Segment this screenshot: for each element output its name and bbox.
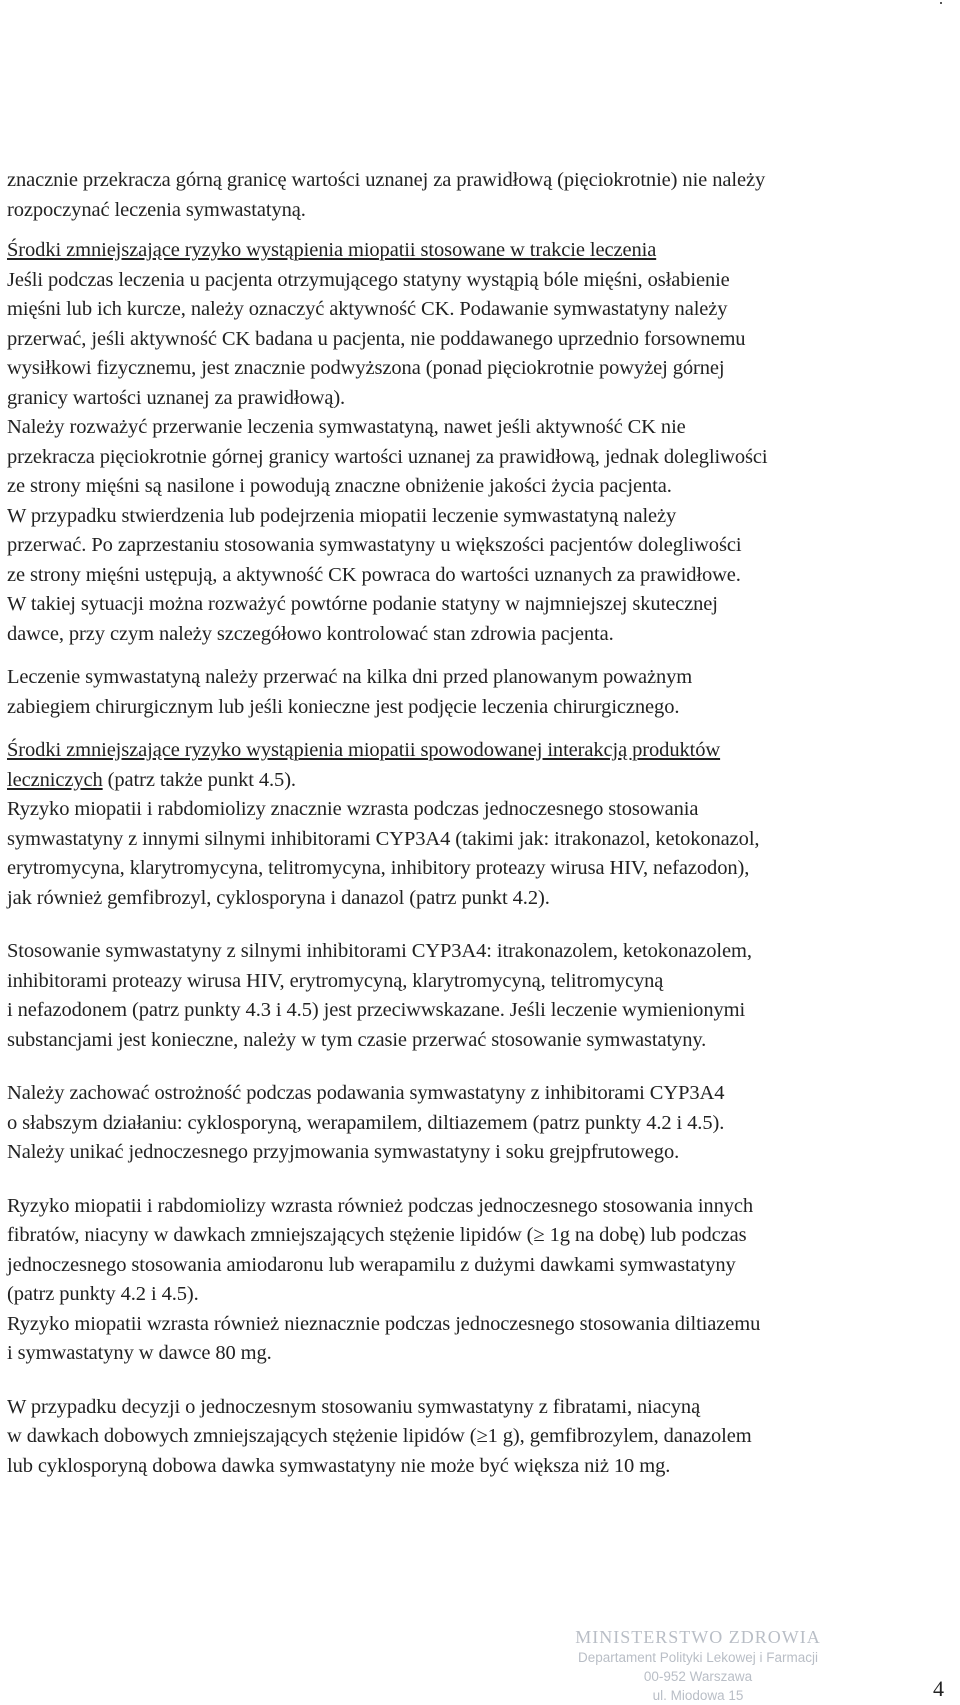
- text-line: W przypadku stwierdzenia lub podejrzenia miopatii leczenie symwastatyną należy: [7, 504, 677, 527]
- text-line: jak również gemfibrozyl, cyklosporyna i danazol (patrz punkt 4.2).: [7, 886, 550, 909]
- text-line: o słabszym działaniu: cyklosporyną, werapamilem, diltiazemem (patrz punkty 4.2 i 4.5).: [7, 1111, 725, 1134]
- text-line: przerwać. Po zaprzestaniu stosowania symwastatyny u większości pacjentów dolegliwości: [7, 534, 742, 556]
- text-line: lub cyklosporyną dobowa dawka symwastatyny nie może być większa niż 10 mg.: [7, 1454, 671, 1477]
- text-line: dawce, przy czym należy szczegółowo kontrolować stan zdrowia pacjenta.: [7, 622, 614, 645]
- text-line: W takiej sytuacji można rozważyć powtórne podanie statyny w najmniejszej skutecznej: [7, 593, 718, 615]
- text-line: erytromycyna, klarytromycyna, telitromycyna, inhibitory proteazy wirusa HIV, nefazodon),: [7, 857, 750, 879]
- text-line: zabiegiem chirurgicznym lub jeśli konieczne jest podjęcie leczenia chirurgicznego.: [7, 695, 680, 718]
- text-line: Należy zachować ostrożność podczas podawania symwastatyny z inhibitorami CYP3A4: [7, 1082, 725, 1104]
- ministry-stamp: [548, 1626, 848, 1705]
- text-line: i nefazodonem (patrz punkty 4.3 i 4.5) jest przeciwwskazane. Jeśli leczenie wymienionymi: [7, 999, 746, 1021]
- text-line: i symwastatyny w dawce 80 mg.: [7, 1342, 272, 1364]
- text-line: fibratów, niacyny w dawkach zmniejszających stężenie lipidów (≥ 1g na dobę) lub podczas: [7, 1224, 747, 1246]
- stamp-street: ul. Miodowa 15: [652, 1688, 744, 1703]
- document-body: [7, 166, 955, 1481]
- text-line: rozpoczynać leczenia symwastatyną.: [7, 198, 306, 221]
- text-line: symwastatyny z innymi silnymi inhibitorami CYP3A4 (takimi jak: itrakonazol, ketokonazol,: [7, 827, 760, 850]
- text-line: Ryzyko miopatii i rabdomiolizy znacznie wzrasta podczas jednoczesnego stosowania: [7, 798, 699, 820]
- text-line: Należy rozważyć przerwanie leczenia symwastatyną, nawet jeśli aktywność CK nie: [7, 416, 686, 438]
- text-line: wysiłkowi fizycznemu, jest znacznie podwyższona (ponad pięciokrotnie powyżej górnej: [7, 357, 725, 379]
- section-heading-interactions: Środki zmniejszające ryzyko wystąpienia miopatii spowodowanej interakcją produktów: [7, 739, 721, 761]
- text-line: przerwać, jeśli aktywność CK badana u pacjenta, nie poddawanego uprzednio forsownemu: [7, 327, 746, 350]
- text-line: granicy wartości uznanej za prawidłową).: [7, 386, 346, 409]
- text-line: przekracza pięciokrotnie górnej granicy wartości uznanej za prawidłową, jednak dolegliwości: [7, 445, 768, 468]
- section-heading-interactions-cont: leczniczych: [7, 768, 103, 791]
- section-heading-risk-reduction: Środki zmniejszające ryzyko wystąpienia miopatii stosowane w trakcie leczenia: [7, 239, 657, 261]
- text-line: Ryzyko miopatii i rabdomiolizy wzrasta również podczas jednoczesnego stosowania innych: [7, 1194, 754, 1217]
- scan-speck: [940, 2, 942, 4]
- stamp-department: Departament Polityki Lekowej i Farmacji: [577, 1650, 819, 1665]
- text-line: W przypadku decyzji o jednoczesnym stosowaniu symwastatyny z fibratami, niacyną: [7, 1395, 701, 1418]
- text-line: mięśni lub ich kurcze, należy oznaczyć aktywność CK. Podawanie symwastatyny należy: [7, 298, 728, 320]
- page-number: 4: [933, 1676, 944, 1701]
- text-line: [7, 766, 955, 796]
- text-line: w dawkach dobowych zmniejszających stężenie lipidów (≥1 g), gemfibrozylem, danazolem: [7, 1425, 752, 1447]
- text-line: substancjami jest konieczne, należy w tym czasie przerwać stosowanie symwastatyny.: [7, 1028, 707, 1051]
- text-line: (patrz punkty 4.2 i 4.5).: [7, 1283, 199, 1305]
- text-line: jednoczesnego stosowania amiodaronu lub werapamilu z dużymi dawkami symwastatyny: [7, 1253, 736, 1276]
- text-line: Jeśli podczas leczenia u pacjenta otrzymującego statyny wystąpią bóle mięśni, osłabienie: [7, 268, 730, 291]
- text-line: ze strony mięśni są nasilone i powodują znaczne obniżenie jakości życia pacjenta.: [7, 475, 672, 497]
- text-line: Stosowanie symwastatyny z silnymi inhibitorami CYP3A4: itrakonazolem, ketokonazolem,: [7, 940, 752, 962]
- text-line: znacznie przekracza górną granicę wartości uznanej za prawidłową (pięciokrotnie) nie należy: [7, 169, 766, 191]
- text-line: Ryzyko miopatii wzrasta również nieznacznie podczas jednoczesnego stosowania diltiazemu: [7, 1312, 761, 1335]
- stamp-title: MINISTERSTWO ZDROWIA: [575, 1627, 821, 1647]
- text-line: Należy unikać jednoczesnego przyjmowania symwastatyny i soku grejpfrutowego.: [7, 1141, 680, 1163]
- text-line: inhibitorami proteazy wirusa HIV, erytromycyną, klarytromycyną, telitromycyną: [7, 969, 664, 992]
- section-heading-reference: (patrz także punkt 4.5).: [102, 768, 296, 791]
- stamp-postal-code: 00-952 Warszawa: [643, 1669, 753, 1684]
- text-line: ze strony mięśni ustępują, a aktywność CK powraca do wartości uznanych za prawidłowe.: [7, 563, 741, 586]
- text-line: Leczenie symwastatyną należy przerwać na kilka dni przed planowanym poważnym: [7, 666, 693, 688]
